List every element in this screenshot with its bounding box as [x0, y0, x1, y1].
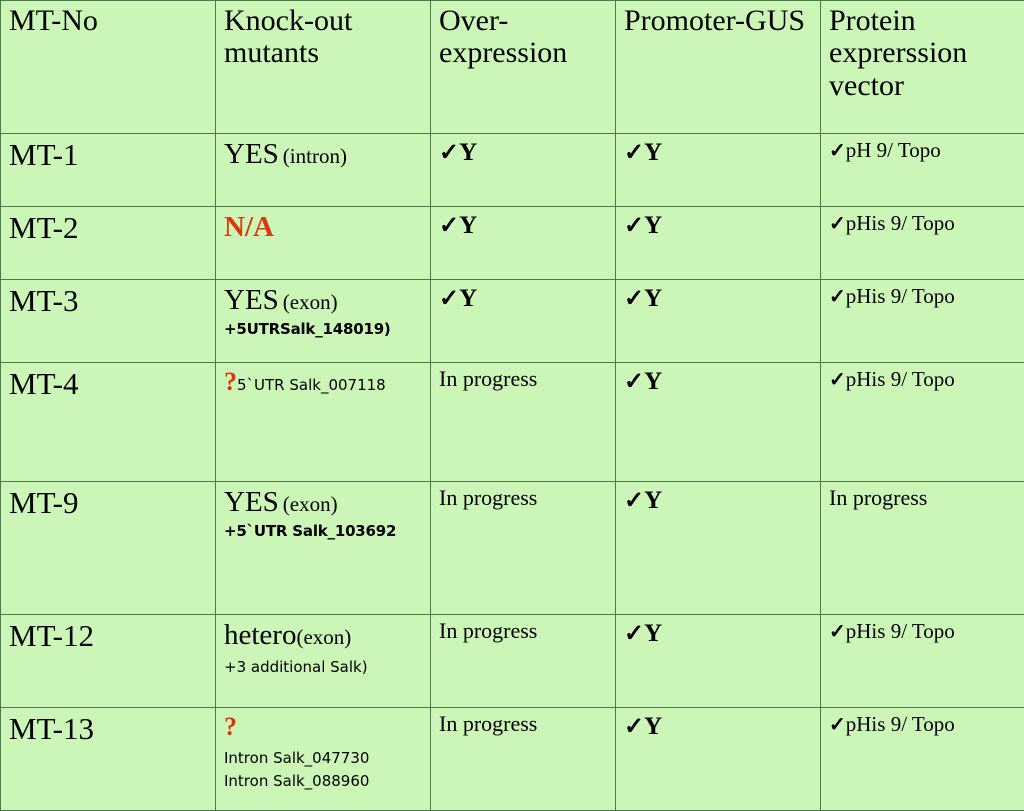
check-icon: ✓	[624, 213, 644, 239]
over-expression-value: In progress	[439, 618, 537, 643]
knockout-cell	[216, 207, 431, 280]
column-header-protein-expression-vector: Protein exprerssion vector	[821, 1, 1024, 134]
protein-vector-value: pHis 9/ Topo	[846, 619, 955, 643]
check-icon: ✓	[624, 140, 644, 166]
knockout-salk-line: +3 additional Salk)	[224, 657, 422, 679]
check-icon: ✓	[624, 286, 644, 312]
protein-vector-cell	[821, 708, 1024, 811]
knockout-cell	[216, 280, 431, 363]
check-icon: ✓	[829, 369, 846, 391]
mt-number: MT-3	[1, 280, 216, 363]
check-icon: ✓	[829, 140, 846, 162]
promoter-gus-cell	[616, 363, 821, 482]
knockout-status: N/A	[224, 211, 274, 243]
protein-vector-value: pHis 9/ Topo	[846, 712, 955, 736]
table-row	[1, 280, 1024, 363]
protein-vector-cell	[821, 363, 1024, 482]
table-header-row	[1, 1, 1024, 134]
check-icon: ✓	[439, 140, 459, 166]
mt-number: MT-13	[1, 708, 216, 811]
check-icon: ✓	[829, 286, 846, 308]
knockout-detail: (exon)	[283, 290, 338, 314]
promoter-gus-value: Y	[644, 139, 662, 166]
mt-number: MT-9	[1, 482, 216, 615]
promoter-gus-cell	[616, 482, 821, 615]
protein-vector-value: In progress	[829, 485, 927, 510]
unknown-status-icon: ?	[224, 367, 237, 396]
column-header-mt-no: MT-No	[1, 1, 216, 134]
promoter-gus-cell	[616, 615, 821, 708]
mt-number: MT-1	[1, 134, 216, 207]
check-icon: ✓	[624, 714, 644, 740]
table-row	[1, 615, 1024, 708]
promoter-gus-value: Y	[644, 713, 662, 740]
knockout-status: YES	[224, 284, 279, 316]
protein-vector-cell	[821, 482, 1024, 615]
knockout-detail: (exon)	[296, 625, 351, 649]
check-icon: ✓	[829, 621, 846, 643]
mt-number: MT-4	[1, 363, 216, 482]
over-expression-cell	[431, 207, 616, 280]
check-icon: ✓	[439, 213, 459, 239]
check-icon: ✓	[829, 213, 846, 235]
knockout-detail: (exon)	[283, 492, 338, 516]
table-row	[1, 363, 1024, 482]
knockout-salk-line: +5UTRSalk_148019)	[224, 320, 422, 340]
knockout-cell	[216, 615, 431, 708]
check-icon: ✓	[829, 714, 846, 736]
knockout-salk-line: +5`UTR Salk_103692	[224, 522, 422, 542]
knockout-detail: (intron)	[283, 144, 347, 168]
over-expression-value: In progress	[439, 485, 537, 510]
check-icon: ✓	[624, 621, 644, 647]
over-expression-value: In progress	[439, 711, 537, 736]
table-row	[1, 482, 1024, 615]
protein-vector-cell	[821, 134, 1024, 207]
promoter-gus-value: Y	[644, 285, 662, 312]
over-expression-cell	[431, 134, 616, 207]
over-expression-cell	[431, 615, 616, 708]
knockout-cell	[216, 134, 431, 207]
promoter-gus-cell	[616, 207, 821, 280]
knockout-status: YES	[224, 486, 279, 518]
table-row	[1, 134, 1024, 207]
over-expression-value: Y	[459, 285, 477, 312]
promoter-gus-value: Y	[644, 487, 662, 514]
over-expression-value: Y	[459, 139, 477, 166]
over-expression-cell	[431, 280, 616, 363]
check-icon: ✓	[624, 369, 644, 395]
protein-vector-value: pHis 9/ Topo	[846, 211, 955, 235]
promoter-gus-cell	[616, 708, 821, 811]
column-header-knockout-mutants: Knock-out mutants	[216, 1, 431, 134]
promoter-gus-value: Y	[644, 368, 662, 395]
mt-number: MT-2	[1, 207, 216, 280]
knockout-cell	[216, 482, 431, 615]
check-icon: ✓	[439, 286, 459, 312]
promoter-gus-cell	[616, 134, 821, 207]
protein-vector-cell	[821, 207, 1024, 280]
protein-vector-cell	[821, 615, 1024, 708]
over-expression-cell	[431, 708, 616, 811]
column-header-promoter-gus: Promoter-GUS	[616, 1, 821, 134]
protein-vector-cell	[821, 280, 1024, 363]
knockout-cell	[216, 363, 431, 482]
over-expression-value: Y	[459, 212, 477, 239]
knockout-salk-line: 5`UTR Salk_007118	[237, 376, 386, 394]
knockout-status: YES	[224, 138, 279, 170]
table-row	[1, 207, 1024, 280]
promoter-gus-cell	[616, 280, 821, 363]
knockout-salk-line: Intron Salk_047730	[224, 748, 422, 770]
promoter-gus-value: Y	[644, 620, 662, 647]
over-expression-cell	[431, 482, 616, 615]
protein-vector-value: pHis 9/ Topo	[846, 284, 955, 308]
knockout-status: hetero	[224, 619, 296, 651]
check-icon: ✓	[624, 488, 644, 514]
protein-vector-value: pH 9/ Topo	[846, 138, 941, 162]
knockout-salk-line-2: Intron Salk_088960	[224, 771, 422, 793]
mt-number: MT-12	[1, 615, 216, 708]
promoter-gus-value: Y	[644, 212, 662, 239]
column-header-over-expression: Over-expression	[431, 1, 616, 134]
knockout-cell	[216, 708, 431, 811]
unknown-status-icon: ?	[224, 712, 237, 741]
over-expression-cell	[431, 363, 616, 482]
table-row	[1, 708, 1024, 811]
over-expression-value: In progress	[439, 366, 537, 391]
protein-vector-value: pHis 9/ Topo	[846, 367, 955, 391]
